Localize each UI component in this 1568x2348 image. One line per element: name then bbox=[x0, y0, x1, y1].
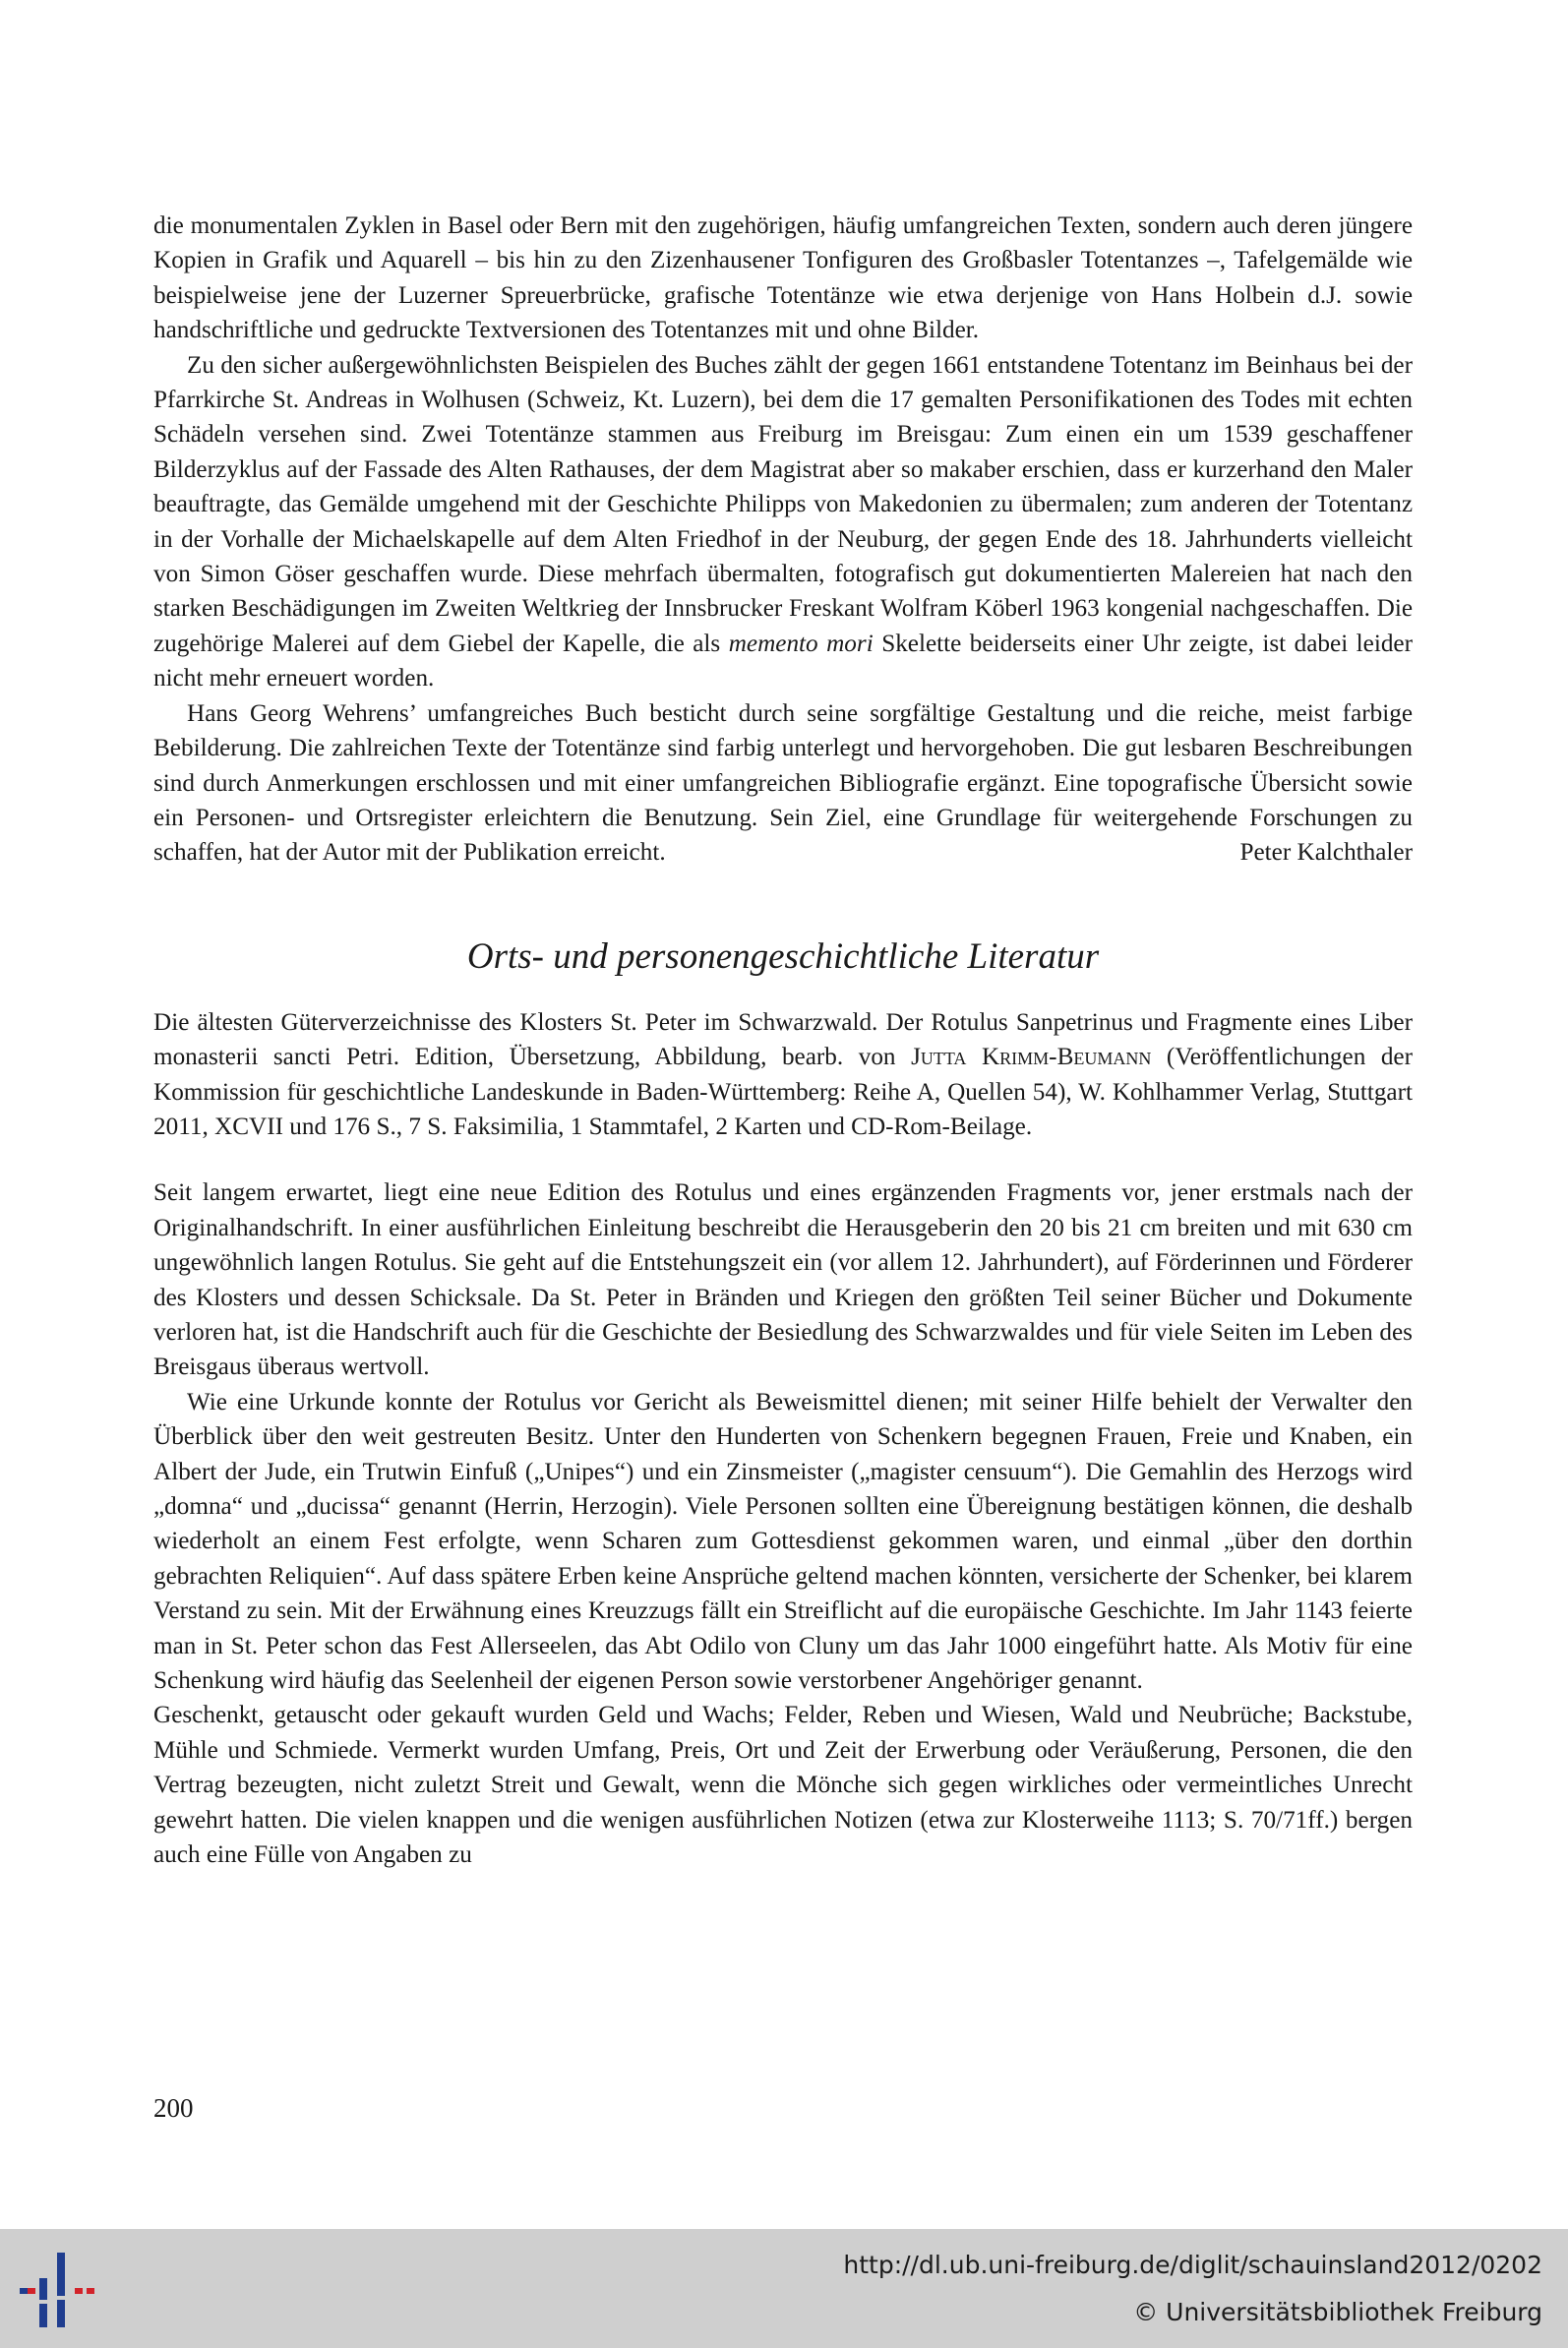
biblio-editor-name: Jutta Krimm-Beumann bbox=[911, 1044, 1152, 1071]
review-paragraph-2: Wie eine Urkunde konnte der Rotulus vor Gericht als Beweismittel dienen; mit seiner Hilfe behielt der Verwalter den Überblick über den weit gestreuten Besitz. Unter den Hunderten von Schenkern begegnen Frauen, Freie und Knaben, ein Albert der Jude, ein Trutwin Einfuß („Unipes“) und ein Zinsmeister („magister censuum“). Die Gemahlin des Herzogs wird „domna“ und „ducissa“ genannt (Herrin, Herzogin). Viele Personen sollten eine Übereignung bestätigen können, die deshalb wiederholt an einem Fest erfolgte, wenn Scharen zum Gottesdienst gekommen waren, und einmal „über den dorthin gebrachten Reliquien“. Auf dass spätere Erben keine Ansprüche geltend machen könnten, versicherte der Schenker, bei klarem Verstand zu sein. Mit der Erwähnung eines Kreuzzugs fällt ein Streiflicht auf die europäische Geschichte. Im Jahr 1143 feierte man in St. Peter schon das Fest Allerseelen, das Abt Odilo von Cluny um das Jahr 1000 eingeführt hatte. Als Motiv für eine Schenkung wird häufig das Seelenheil der eigenen Person sowie verstorbener Angehöriger genannt. bbox=[153, 1388, 1413, 1695]
footer-url-link[interactable]: http://dl.ub.uni-freiburg.de/diglit/schauinsland2012/0202 bbox=[843, 2251, 1542, 2279]
article-paragraph-2-text-a: Zu den sicher außergewöhnlichsten Beispielen des Buches zählt der gegen 1661 entstandene Totentanz im Beinhaus bei der Pfarrkirche St. Andreas in Wolhusen (Schweiz, Kt. Luzern), bei dem die 17 gemalten Personifikationen des Todes mit echten Schädeln versehen sind. Zwei Totentänze stammen aus Freiburg im Breisgau: Zum einen ein um 1539 geschaffener Bilderzyklus auf der Fassade des Alten Rathauses, der dem Magistrat aber so makaber erschien, dass er kurzerhand den Maler beauftragte, das Gemälde umgehend mit der Geschichte Philipps von Makedonien zu übermalen; zum anderen der Totentanz in der Vorhalle der Michaelskapelle auf dem Alten Friedhof in der Neuburg, der gegen Ende des 18. Jahrhunderts vielleicht von Simon Göser geschaffen wurde. Diese mehrfach übermalten, fotografisch gut dokumentierten Malereien hat nach den starken Beschädigungen im Zweiten Weltkrieg der Innsbrucker Freskant Wolfram Köberl 1963 kongenial nachgeschaffen. Die zugehörige Malerei auf dem Giebel der Kapelle, die als bbox=[153, 351, 1413, 657]
ub-freiburg-logo-icon bbox=[16, 2249, 96, 2329]
review-paragraph-3: Geschenkt, getauscht oder gekauft wurden Geld und Wachs; Felder, Reben und Wiesen, Wald und Neubrüche; Backstube, Mühle und Schmiede. Vermerkt wurden Umfang, Preis, Ort und Zeit der Erwerbung oder Veräußerung, Personen, die den Vertrag bezeugten, nicht zuletzt Streit und Gewalt, wenn die Mönche sich gegen wirkliches oder vermeintliches Unrecht gewehrt hatten. Die vielen knappen und die wenigen ausführlichen Notizen (etwa zur Klosterweihe 1113; S. 70/71ff.) bergen auch eine Fülle von Angaben zu bbox=[153, 1702, 1413, 1869]
footer-bar bbox=[0, 2229, 1568, 2348]
footer-copyright: © Universitätsbibliothek Freiburg bbox=[1133, 2298, 1542, 2326]
section-heading: Orts- und personengeschichtliche Literatur bbox=[466, 935, 1100, 977]
article-paragraph-1: die monumentalen Zyklen in Basel oder Bern mit den zugehörigen, häufig umfangreichen Texten, sondern auch deren jüngere Kopien in Grafik und Aquarell – bis hin zu den Zizenhausener Tonfiguren des Großbasler Totentanzes –, Tafelgemälde wie beispielweise jene der Luzerner Spreuerbrücke, grafische Totentänze wie etwa derjenige von Hans Holbein d.J. sowie handschriftliche und gedruckte Textversionen des Totentanzes mit und ohne Bilder. bbox=[153, 212, 1413, 344]
article-signature: Peter Kalchthaler bbox=[1239, 839, 1413, 867]
page-number: 200 bbox=[153, 2093, 194, 2123]
biblio-text-a: Die ältesten Güterverzeichnisse des Klosters St. Peter im Schwarzwald. Der Rotulus Sanpetrinus und Fragmente eines Liber monasterii sancti Petri. Edition, Übersetzung, Abbildung, bearb. von bbox=[153, 1008, 1413, 1071]
biblio-text-b: (Veröffentlichungen der Kommission für geschichtliche Landeskunde in Baden-Württemberg: Reihe A, Quellen 54), W. Kohlhammer Verlag, Stuttgart 2011, XCVII und 176 S., 7 S. Faksimilia, 1 Stammtafel, 2 Karten und CD-Rom-Beilage. bbox=[153, 1044, 1414, 1140]
article-paragraph-2-italic: memento mori bbox=[728, 630, 874, 657]
review-bibliographic-entry bbox=[153, 1005, 1413, 1145]
article-paragraph-3: Hans Georg Wehrens’ umfangreiches Buch besticht durch seine sorgfältige Gestaltung und die reiche, meist farbige Bebilderung. Die zahlreichen Texte der Totentänze sind farbig unterlegt und hervorgehoben. Die gut lesbaren Beschreibungen sind durch Anmerkungen erschlossen und mit einer umfangreichen Bibliografie ergänzt. Eine topografische Übersicht sowie ein Personen- und Ortsregister erleichtern die Benutzung. Sein Ziel, eine Grundlage für weitergehende Forschungen zu schaffen, hat der Autor mit der Publikation erreicht. bbox=[153, 699, 1413, 867]
review-paragraph-1: Seit langem erwartet, liegt eine neue Edition des Rotulus und eines ergänzenden Fragments vor, jener erstmals nach der Originalhandschrift. In einer ausführlichen Einleitung beschreibt die Herausgeberin den 20 bis 21 cm breiten und mit 630 cm ungewöhnlich langen Rotulus. Sie geht auf die Entstehungszeit ein (vor allem 12. Jahrhundert), auf Förderinnen und Förderer des Klosters und dessen Schicksale. Da St. Peter in Bränden und Kriegen den größten Teil seiner Bücher und Dokumente verloren hat, ist die Handschrift auch für die Geschichte der Besiedlung des Schwarzwaldes und für viele Seiten im Leben des Breisgaus überaus wertvoll. bbox=[153, 1179, 1413, 1381]
article-paragraph-2-text-b: Skelette beiderseits einer Uhr zeigte, ist dabei leider nicht mehr erneuert worden. bbox=[153, 630, 1414, 692]
page-content bbox=[153, 209, 1413, 1872]
article-paragraph-2 bbox=[153, 348, 1413, 696]
